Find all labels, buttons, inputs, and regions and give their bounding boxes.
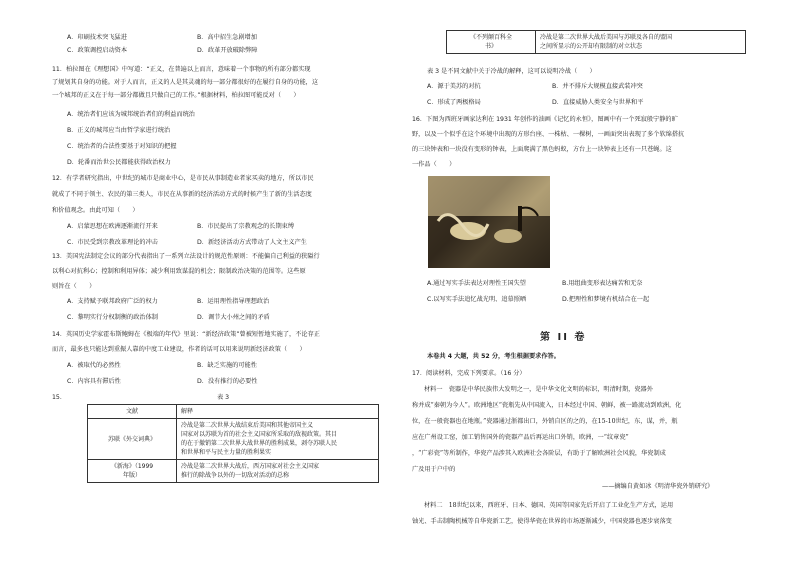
material1-line: 广及用于户中的 — [412, 466, 456, 473]
persistence-of-memory-painting — [428, 176, 550, 268]
q12-option-d: D．新经济活动方式带动了人文主义产生 — [197, 239, 307, 246]
q12-option-b: B．市民提出了宗教观念的长期束缚 — [197, 223, 295, 230]
q11-option-a: A．统治者们应该为城邦统治者们的利益而统治 — [67, 111, 195, 118]
material2-line: 铀光、手击制陶机械等自华瓷新工艺，使得华瓷在世界的市场逐渐减少，中国瓷器也逐步衰落变 — [412, 518, 672, 525]
table-cell-explain-3 — [536, 31, 746, 54]
part-two-title: 第 II 卷 — [540, 332, 587, 343]
table-cell-doc-2 — [88, 460, 177, 483]
q11-line2: 了规划其自身的功能。对于人而言，正义的人是其灵魂的每一部分都很好的在履行自身的功能，这 — [52, 79, 319, 86]
q11-option-c: C．统治者的合法性要基于对知识的把握 — [67, 143, 177, 150]
doc-3-line: 书》 — [484, 43, 497, 50]
q11-line3: 一个城邦的正义在于每一部分都做且只做自己的工作。”根据材料，柏拉图可能反对（ ） — [52, 92, 300, 99]
explain-1-line: 国家对以苏联为首的社会主义国家所采取的敌视政策。其目 — [181, 431, 338, 438]
q16-line4: 一作品（ ） — [412, 161, 456, 168]
q11-line1: 11．柏拉图在《理想国》中写道：“正义，在普遍以上而言，意味着一个事物的所有部分都实现 — [52, 66, 311, 73]
explain-2-line: 冷战是第二次世界大战后，西方国家对社会主义国家 — [181, 463, 320, 470]
q15-option-c: C．形成了两极格局 — [427, 99, 481, 106]
q13-option-b: B．运用理性指导理想政治 — [197, 298, 270, 305]
q14-option-a: A．被取代的必然性 — [67, 362, 121, 369]
explain-1-line: 冷战是第二次世界大战结束后美国和其他帝国主义 — [181, 422, 314, 429]
explain-3-line: 冷战是第二次世界大战后美国与苏联及各自的盟国 — [540, 34, 673, 41]
material1-source: ——摘编自黄如冰《明清华瓷外销研究》 — [602, 483, 714, 490]
table-cell-doc-3 — [447, 31, 536, 54]
q13-option-c: C．黎明实行分权制衡的政治体制 — [67, 314, 158, 321]
q13-option-d: D．调节大小州之间的矛盾 — [197, 314, 270, 321]
material1-line: 应在广州设工窑，加工销售国外的瓷器产品后再运出口外销，欧洲，一“纹章瓷” — [412, 434, 629, 441]
q15-option-b: B．并不排斥大规模直接武装冲突 — [552, 83, 643, 90]
explain-1-line: 和世界和平与民主力量的胜利果实 — [181, 449, 272, 456]
q13-line1: 13．美国宪法制定会议的部分代表指出了一系列立法设计的规范性原则：不能偏自己利益的狭隘行 — [52, 253, 320, 260]
explain-2-line: 推行的除战争以外的一切敌对活动的总称 — [181, 472, 290, 479]
table-cell-explain-2 — [177, 460, 379, 483]
q14-option-b: B．缺乏实施的可能性 — [197, 362, 257, 369]
q13-option-a: A．支持赋予联邦政府广泛的权力 — [67, 298, 158, 305]
q10-option-a: A．印刷技术突飞猛进 — [67, 34, 127, 41]
material1-line: 称并成“秦朝为今人”。欧洲地区“瓷瓶先从中国流入，日本经过中国、朝鲜，被一路流动到欧洲，化 — [412, 402, 682, 409]
q16-line1: 16．下图为西班牙画家达利在 1931 年创作的油画《记忆的永恒》，图画中有一个死寂般宁静的旷 — [412, 116, 678, 123]
q16-option-d: D.把理性和梦境有机结合在一起 — [562, 296, 650, 303]
q15-table-part1 — [87, 404, 379, 483]
explain-3-line: 之间所显示的公开却有限制的对立状态 — [540, 43, 643, 50]
q15-option-d: D．直接威胁人类安全与世界和平 — [552, 99, 644, 106]
table-cell-doc-1: 苏联《外交词典》 — [88, 419, 177, 460]
material1-line: 材料一 瓷器是中华民族伟大发明之一，是中华文化文明的标识，明清时期，瓷器外 — [424, 386, 653, 393]
part-two-note: 本卷共 4 大题，共 52 分，考生根据要求作答。 — [427, 353, 560, 360]
q14-line2: 而言，最多也只能达到重振人靠的中度工业建设，作者的话可以用来说明新经济政策（ ） — [52, 346, 306, 353]
material1-line: 位，在一般瓷器也在地瓶。”瓷器通过浙都出口，外销自区的之的，在15-10世纪，东，谋，并，瓶 — [412, 418, 678, 425]
q15-option-a: A．源于美苏的对抗 — [427, 83, 481, 90]
q16-line2: 野，以及一个似乎在这个环境中出现的方形台座、一株枯、一棵树，一画面突出表现了多个软绵搭抗 — [412, 131, 685, 138]
q17-header: 17．阅读材料，完成下列要求。（16 分） — [412, 370, 526, 377]
q10-option-b: B．高中招生急剧增加 — [197, 34, 257, 41]
table-header-explain: 解释 — [177, 405, 379, 419]
q10-option-c: C．政策调控启动资本 — [67, 47, 128, 54]
doc-2-line: 年版） — [122, 472, 141, 479]
q15-table-part2 — [446, 30, 746, 54]
q14-option-d: D．没有推行的必要性 — [197, 378, 258, 385]
q14-option-c: C．内容具有滞后性 — [67, 378, 121, 385]
doc-3-line: 《不列颠百科全 — [469, 34, 512, 41]
q12-line1: 12．有学者研究指出，中世纪的城市是商业中心，是市民从事制造业者家买卖的地方，所以市民 — [52, 175, 314, 182]
material2-line: 材料二 18世纪以来，西班牙、日本、德国、英国等国家先后开启了工业化生产方式，运用 — [424, 502, 674, 509]
q12-option-a: A．启蒙思想在欧洲逐渐流行开来 — [67, 223, 158, 230]
q16-option-a: A.通过写实手法表达对理性王国失望 — [427, 280, 526, 287]
q16-option-c: C.以写实手法追忆战光明、追慕照晒 — [427, 296, 527, 303]
q12-option-c: C．市民受到宗教改革理论的冲击 — [67, 239, 158, 246]
q11-option-b: B．正义的城邦应当由哲学家进行统治 — [67, 127, 171, 134]
q16-line3: 的三块钟表和一块没有变形的钟表，上面爬满了黑色蚂蚁，方台上一块钟表上还有一只苍蝇。这 — [412, 146, 672, 153]
q10-option-d: D．政革开放破除弊障 — [197, 47, 258, 54]
q13-line3: 则旨在（ ） — [52, 283, 96, 290]
doc-2-line: 《新海》（1999 — [110, 463, 154, 470]
explain-1-line: 的在于撤销第二次世界大战世界的胜利成果，剥夺苏联人民 — [181, 440, 338, 447]
q15-stem: 表 3 是不同文献中关于冷战的解释，这可以说明冷战（ ） — [427, 68, 596, 75]
q15-table-title: 表 3 — [217, 394, 230, 401]
material1-line: ，“广彩瓷”等所制作，华瓷产品涉其入欧洲社会各阶层，有助于了解欧洲社会风貌，华瓷制成 — [412, 450, 666, 457]
q13-line2: 以利心对抗利心；控制和利用异体；减少利用致谋混的机会；限制政治决策的范围等。这些原 — [52, 268, 306, 275]
table-header-doc: 文献 — [88, 405, 177, 419]
q11-option-d: D．轮番而治世公民都能获得政治权力 — [67, 159, 171, 166]
painting-svg — [428, 176, 550, 268]
q12-line2: 就成了不同于领主、农民的第三类人，市民在从事新的经济活动方式的时候产生了新的生活态度 — [52, 191, 312, 198]
table-cell-explain-1 — [177, 419, 379, 460]
q16-option-b: B.用组曲变形表达痛苦和无奈 — [562, 280, 643, 287]
q15-number: 15． — [52, 394, 67, 401]
q14-line1: 14．英国历史学家霍布斯鲍姆在《极端的年代》里说：“新经济政策”曾被短暂地实施了，不论存正 — [52, 331, 320, 338]
q12-line3: 和价值观念。由此可知（ ） — [52, 207, 139, 214]
